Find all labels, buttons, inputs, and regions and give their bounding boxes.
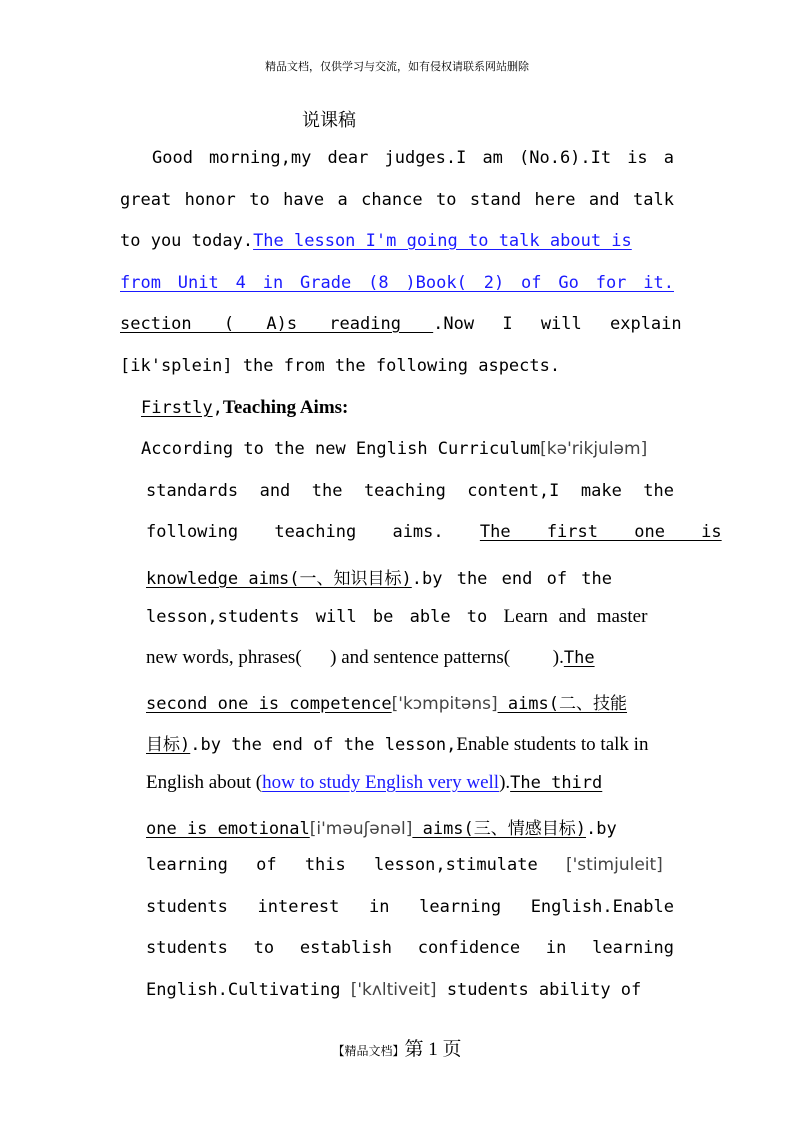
page-header: 精品文档，仅供学习与交流，如有侵权请联系网站删除	[265, 60, 529, 73]
paragraph-line	[146, 980, 641, 1000]
phonetic: ['kʌltiveit]	[350, 980, 437, 1000]
text-segment: English about (	[146, 772, 263, 793]
section-heading	[141, 397, 348, 419]
text-segment: English.Cultivating	[146, 980, 351, 1000]
text-segment: lesson,students will be able to	[146, 607, 504, 627]
paragraph-line	[146, 814, 617, 839]
paragraph-line: [ik'splein] the from the following aspects.	[120, 356, 561, 376]
paragraph-line	[146, 689, 627, 714]
text-segment: ).	[499, 772, 511, 793]
paragraph-line	[146, 647, 595, 669]
document-title: 说课稿	[302, 110, 356, 131]
paragraph-line	[120, 314, 682, 334]
lesson-link[interactable]: The lesson I'm going to talk about is	[253, 231, 632, 251]
paragraph-line	[146, 522, 722, 542]
paragraph-line	[120, 273, 674, 293]
paragraph-line	[146, 730, 648, 756]
text-segment: following teaching aims.	[146, 522, 480, 542]
text-segment: The third	[510, 773, 603, 793]
study-english-link[interactable]: how to study English very well	[262, 772, 500, 793]
text-segment: second one is competence	[146, 694, 392, 714]
paragraph-line	[120, 231, 632, 251]
page-number: 第 1 页	[404, 1039, 462, 1060]
text-segment: students ability of	[436, 980, 642, 1000]
text-segment: The	[563, 648, 595, 668]
text-segment: section ( A)s reading	[120, 314, 434, 334]
text-segment: ,	[212, 398, 223, 418]
text-segment: new words, phrases( ) and sentence patterns( ).	[146, 647, 564, 668]
text-segment: Learn and master	[503, 606, 648, 627]
footer-label: 【精品文档】	[332, 1044, 405, 1058]
text-segment: .by the end of the	[411, 569, 612, 589]
paragraph-line: students interest in learning English.Enable	[146, 897, 674, 917]
text-segment: .Now I will explain	[433, 314, 682, 334]
paragraph-line: standards and the teaching content,I make the	[146, 481, 674, 501]
paragraph-line	[146, 772, 602, 794]
paragraph-line: students to establish confidence in learning	[146, 938, 674, 958]
text-segment: aims(三、情感目标)	[412, 819, 587, 839]
page-footer	[0, 1034, 794, 1061]
text-segment: learning of this lesson,stimulate	[146, 855, 566, 875]
lesson-source-link[interactable]: from Unit 4 in Grade (8 )Book( 2) of Go for it.	[120, 273, 674, 293]
text-segment: Enable students to talk in	[456, 734, 649, 755]
firstly-word: Firstly	[141, 398, 213, 418]
paragraph-line	[146, 606, 647, 628]
phonetic: ['stimjuleit]	[566, 855, 663, 875]
text-segment: According to the new English Curriculum	[141, 439, 541, 459]
paragraph-line	[141, 439, 647, 459]
text-segment: The first one is	[479, 522, 722, 542]
paragraph-line	[146, 564, 612, 589]
text-segment: knowledge aims(一、知识目标)	[146, 569, 412, 589]
paragraph-line: Good morning,my dear judges.I am (No.6).It is a	[152, 148, 674, 168]
text-segment: 目标)	[146, 735, 191, 755]
paragraph-line	[146, 855, 663, 875]
teaching-aims-heading: Teaching Aims:	[222, 397, 349, 418]
text-segment: .by the end of the lesson,	[190, 735, 457, 755]
text-segment: .by	[586, 819, 617, 839]
paragraph-line: great honor to have a chance to stand here and talk	[120, 190, 674, 210]
text-segment: to you today.	[120, 231, 254, 251]
phonetic: [kə'rikjuləm]	[540, 439, 648, 459]
text-segment: aims(二、技能	[497, 694, 628, 714]
phonetic: ['kɔmpitəns]	[391, 694, 498, 714]
phonetic: [i'məuʃənəl]	[309, 819, 413, 839]
text-segment: one is emotional	[146, 819, 310, 839]
